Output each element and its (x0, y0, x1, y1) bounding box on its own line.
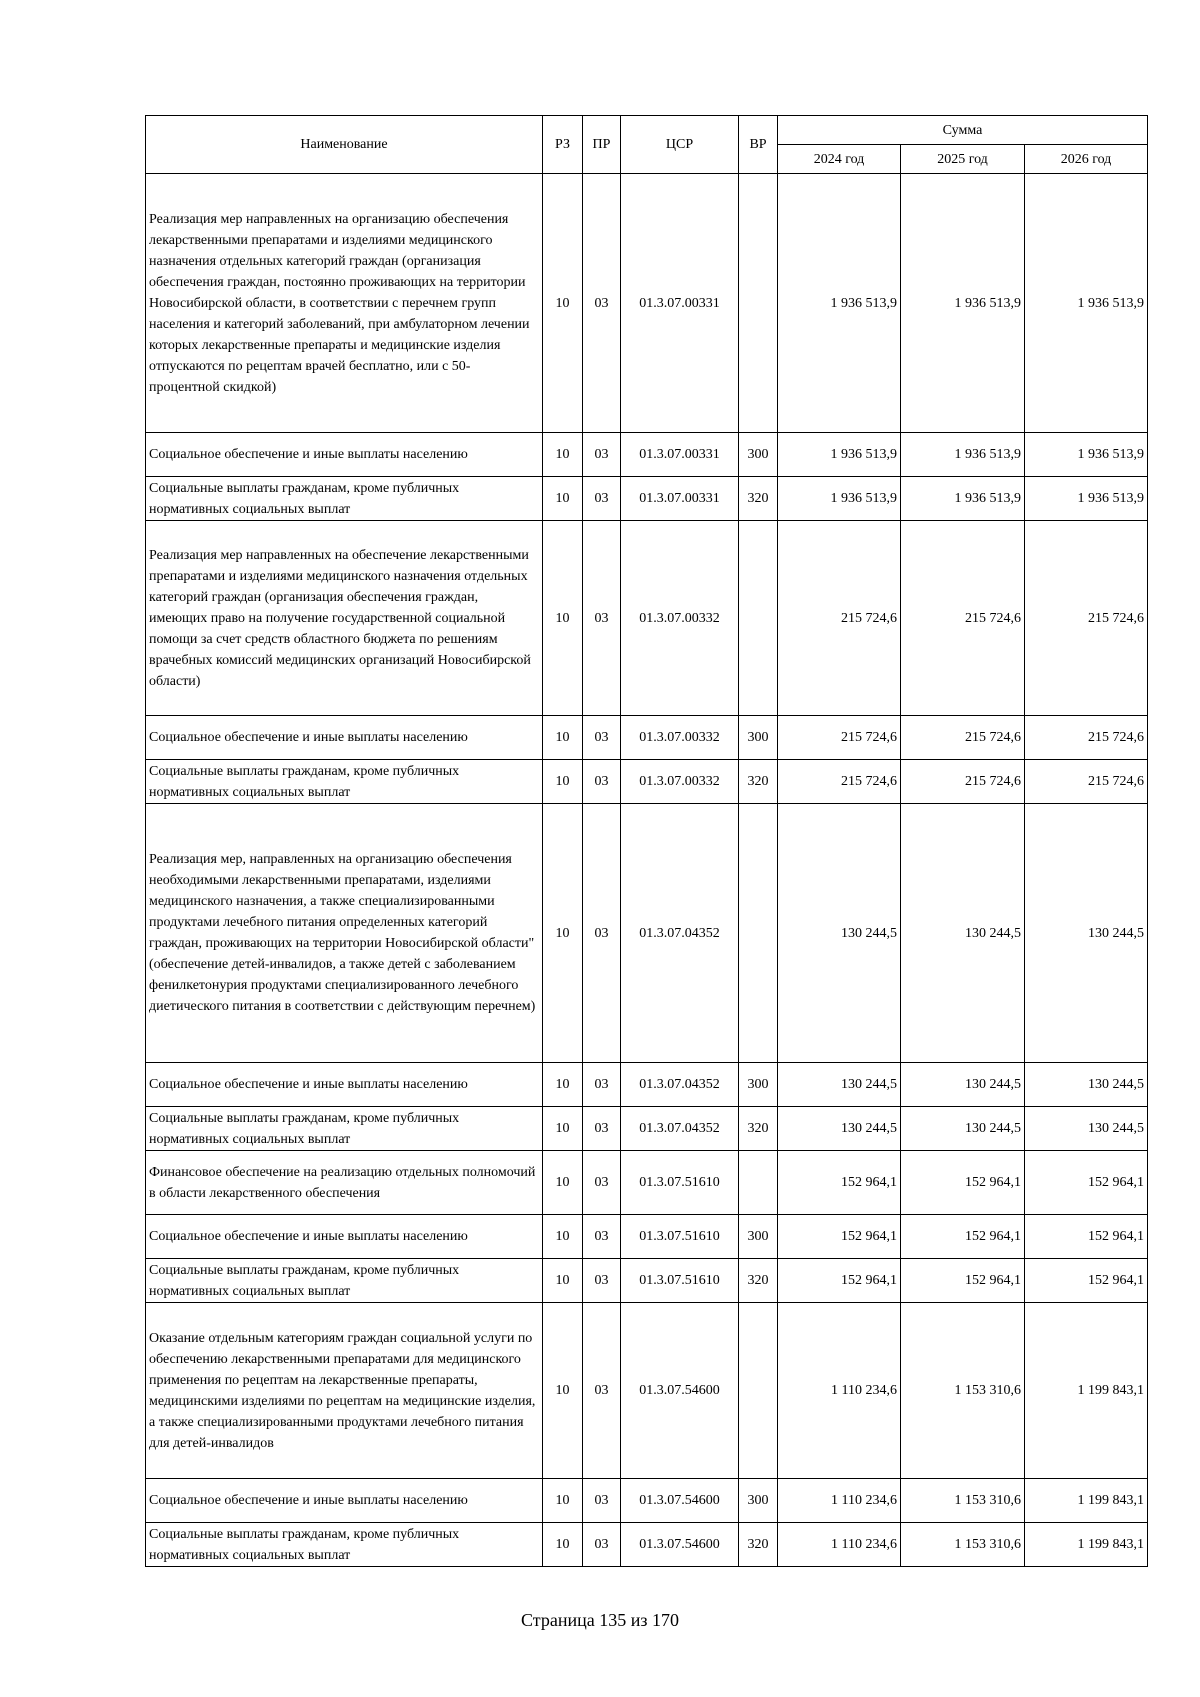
row-sum-2025: 152 964,1 (901, 1215, 1025, 1259)
table-row (146, 1215, 1148, 1259)
row-sum-2024: 152 964,1 (778, 1151, 901, 1215)
row-sum-2025: 152 964,1 (901, 1151, 1025, 1215)
table-row (146, 1523, 1148, 1567)
row-rz: 10 (543, 1259, 583, 1303)
row-vr (739, 1151, 778, 1215)
row-rz: 10 (543, 1303, 583, 1479)
table-row (146, 174, 1148, 433)
header-sum: Сумма (778, 116, 1148, 145)
row-pr: 03 (583, 760, 621, 804)
row-sum-2024: 130 244,5 (778, 1107, 901, 1151)
row-csr: 01.3.07.54600 (621, 1479, 739, 1523)
row-sum-2024: 1 936 513,9 (778, 174, 901, 433)
row-name: Социальные выплаты гражданам, кроме публичных нормативных социальных выплат (146, 477, 543, 521)
row-pr: 03 (583, 521, 621, 716)
row-name: Финансовое обеспечение на реализацию отдельных полномочий в области лекарственного обеспечения (146, 1151, 543, 1215)
row-sum-2024: 1 110 234,6 (778, 1303, 901, 1479)
row-name: Социальные выплаты гражданам, кроме публичных нормативных социальных выплат (146, 760, 543, 804)
table-row (146, 1259, 1148, 1303)
row-vr: 300 (739, 1215, 778, 1259)
row-sum-2024: 1 936 513,9 (778, 433, 901, 477)
row-rz: 10 (543, 1151, 583, 1215)
row-rz: 10 (543, 1063, 583, 1107)
row-sum-2026: 1 936 513,9 (1025, 433, 1148, 477)
row-sum-2026: 215 724,6 (1025, 760, 1148, 804)
row-name: Социальное обеспечение и иные выплаты населению (146, 1063, 543, 1107)
table-row (146, 1151, 1148, 1215)
row-sum-2024: 1 110 234,6 (778, 1479, 901, 1523)
row-sum-2026: 152 964,1 (1025, 1215, 1148, 1259)
row-name: Социальное обеспечение и иные выплаты населению (146, 716, 543, 760)
row-pr: 03 (583, 1523, 621, 1567)
row-csr: 01.3.07.51610 (621, 1259, 739, 1303)
header-rz: РЗ (543, 116, 583, 174)
row-csr: 01.3.07.04352 (621, 804, 739, 1063)
row-name: Социальные выплаты гражданам, кроме публичных нормативных социальных выплат (146, 1523, 543, 1567)
row-csr: 01.3.07.00332 (621, 716, 739, 760)
header-year-2024: 2024 год (778, 145, 901, 174)
row-sum-2026: 130 244,5 (1025, 1107, 1148, 1151)
table-row (146, 1303, 1148, 1479)
table-row (146, 716, 1148, 760)
table-row (146, 433, 1148, 477)
row-vr: 300 (739, 716, 778, 760)
header-csr: ЦСР (621, 116, 739, 174)
table-body (146, 174, 1148, 1567)
row-sum-2025: 152 964,1 (901, 1259, 1025, 1303)
row-name: Социальное обеспечение и иные выплаты населению (146, 1215, 543, 1259)
row-sum-2025: 1 153 310,6 (901, 1303, 1025, 1479)
row-sum-2024: 215 724,6 (778, 760, 901, 804)
row-vr: 300 (739, 1479, 778, 1523)
table-row (146, 760, 1148, 804)
row-vr (739, 804, 778, 1063)
row-sum-2025: 1 153 310,6 (901, 1479, 1025, 1523)
row-pr: 03 (583, 1063, 621, 1107)
row-csr: 01.3.07.54600 (621, 1523, 739, 1567)
row-vr (739, 521, 778, 716)
row-sum-2025: 215 724,6 (901, 716, 1025, 760)
row-sum-2025: 130 244,5 (901, 1063, 1025, 1107)
row-sum-2026: 1 936 513,9 (1025, 174, 1148, 433)
row-sum-2026: 152 964,1 (1025, 1151, 1148, 1215)
row-csr: 01.3.07.51610 (621, 1215, 739, 1259)
row-rz: 10 (543, 174, 583, 433)
row-csr: 01.3.07.54600 (621, 1303, 739, 1479)
row-vr (739, 1303, 778, 1479)
row-vr: 300 (739, 1063, 778, 1107)
row-pr: 03 (583, 716, 621, 760)
row-sum-2026: 1 199 843,1 (1025, 1523, 1148, 1567)
row-pr: 03 (583, 1479, 621, 1523)
row-pr: 03 (583, 174, 621, 433)
row-rz: 10 (543, 760, 583, 804)
row-vr: 320 (739, 1259, 778, 1303)
row-csr: 01.3.07.51610 (621, 1151, 739, 1215)
row-vr: 300 (739, 433, 778, 477)
row-sum-2024: 1 110 234,6 (778, 1523, 901, 1567)
row-rz: 10 (543, 433, 583, 477)
row-sum-2026: 130 244,5 (1025, 804, 1148, 1063)
table-row (146, 477, 1148, 521)
row-sum-2024: 152 964,1 (778, 1215, 901, 1259)
row-rz: 10 (543, 477, 583, 521)
row-name: Социальное обеспечение и иные выплаты населению (146, 1479, 543, 1523)
row-vr: 320 (739, 477, 778, 521)
row-sum-2025: 130 244,5 (901, 1107, 1025, 1151)
row-rz: 10 (543, 1107, 583, 1151)
row-csr: 01.3.07.00331 (621, 174, 739, 433)
row-pr: 03 (583, 1303, 621, 1479)
row-sum-2026: 215 724,6 (1025, 716, 1148, 760)
row-name: Оказание отдельным категориям граждан социальной услуги по обеспечению лекарственными препаратами для медицинского применения по рецептам на лекарственные препараты, медицинскими изделиями по рецептам на медицинские изделия, а также специализированными продуктами лечебного питания для детей-инвалидов (146, 1303, 543, 1479)
row-vr: 320 (739, 760, 778, 804)
header-year-2025: 2025 год (901, 145, 1025, 174)
row-sum-2024: 130 244,5 (778, 1063, 901, 1107)
row-rz: 10 (543, 804, 583, 1063)
table-row (146, 1479, 1148, 1523)
header-vr: ВР (739, 116, 778, 174)
row-name: Реализация мер направленных на обеспечение лекарственными препаратами и изделиями медицинского назначения отдельных категорий граждан (организация обеспечения граждан, имеющих право на получение государственной социальной помощи за счет средств областного бюджета по решениям врачебных комиссий медицинских организаций Новосибирской области) (146, 521, 543, 716)
row-rz: 10 (543, 1215, 583, 1259)
header-year-2026: 2026 год (1025, 145, 1148, 174)
table-row (146, 1063, 1148, 1107)
row-sum-2025: 1 936 513,9 (901, 174, 1025, 433)
table-row (146, 521, 1148, 716)
table-header (146, 116, 1148, 174)
row-pr: 03 (583, 1151, 621, 1215)
row-pr: 03 (583, 433, 621, 477)
row-pr: 03 (583, 1259, 621, 1303)
page-number: Страница 135 из 170 (521, 1610, 679, 1630)
row-sum-2026: 1 199 843,1 (1025, 1479, 1148, 1523)
row-sum-2025: 1 936 513,9 (901, 477, 1025, 521)
row-name: Реализация мер, направленных на организацию обеспечения необходимыми лекарственными препаратами, изделиями медицинского назначения, а также специализированными продуктами лечебного питания определенных категорий граждан, проживающих на территории Новосибирской области" (обеспечение детей-инвалидов, а также детей с заболеванием фенилкетонурия продуктами специализированного лечебного диетического питания в соответствии с действующим перечнем) (146, 804, 543, 1063)
row-csr: 01.3.07.04352 (621, 1107, 739, 1151)
row-csr: 01.3.07.00332 (621, 760, 739, 804)
row-sum-2025: 1 936 513,9 (901, 433, 1025, 477)
row-name: Реализация мер направленных на организацию обеспечения лекарственными препаратами и изделиями медицинского назначения отдельных категорий граждан (организация обеспечения граждан, постоянно проживающих на территории Новосибирской области, в соответствии с перечнем групп населения и категорий заболеваний, при амбулаторном лечении которых лекарственные препараты и медицинские изделия отпускаются по рецептам врачей бесплатно, или с 50-процентной скидкой) (146, 174, 543, 433)
row-csr: 01.3.07.00331 (621, 433, 739, 477)
row-sum-2024: 152 964,1 (778, 1259, 901, 1303)
row-pr: 03 (583, 1107, 621, 1151)
budget-table (145, 115, 1148, 1567)
row-sum-2026: 1 936 513,9 (1025, 477, 1148, 521)
row-sum-2025: 215 724,6 (901, 760, 1025, 804)
row-vr: 320 (739, 1523, 778, 1567)
row-sum-2024: 1 936 513,9 (778, 477, 901, 521)
row-name: Социальные выплаты гражданам, кроме публичных нормативных социальных выплат (146, 1107, 543, 1151)
row-sum-2024: 215 724,6 (778, 716, 901, 760)
row-rz: 10 (543, 521, 583, 716)
row-name: Социальные выплаты гражданам, кроме публичных нормативных социальных выплат (146, 1259, 543, 1303)
row-sum-2025: 130 244,5 (901, 804, 1025, 1063)
row-pr: 03 (583, 477, 621, 521)
table-row (146, 1107, 1148, 1151)
header-pr: ПР (583, 116, 621, 174)
row-vr (739, 174, 778, 433)
row-csr: 01.3.07.00332 (621, 521, 739, 716)
row-pr: 03 (583, 1215, 621, 1259)
row-sum-2025: 1 153 310,6 (901, 1523, 1025, 1567)
row-sum-2025: 215 724,6 (901, 521, 1025, 716)
table-row (146, 804, 1148, 1063)
row-csr: 01.3.07.00331 (621, 477, 739, 521)
row-rz: 10 (543, 1479, 583, 1523)
row-sum-2026: 130 244,5 (1025, 1063, 1148, 1107)
row-name: Социальное обеспечение и иные выплаты населению (146, 433, 543, 477)
row-sum-2026: 1 199 843,1 (1025, 1303, 1148, 1479)
row-sum-2024: 215 724,6 (778, 521, 901, 716)
row-sum-2026: 152 964,1 (1025, 1259, 1148, 1303)
row-pr: 03 (583, 804, 621, 1063)
row-csr: 01.3.07.04352 (621, 1063, 739, 1107)
row-rz: 10 (543, 1523, 583, 1567)
row-rz: 10 (543, 716, 583, 760)
header-name: Наименование (146, 116, 543, 174)
row-sum-2024: 130 244,5 (778, 804, 901, 1063)
row-sum-2026: 215 724,6 (1025, 521, 1148, 716)
row-vr: 320 (739, 1107, 778, 1151)
